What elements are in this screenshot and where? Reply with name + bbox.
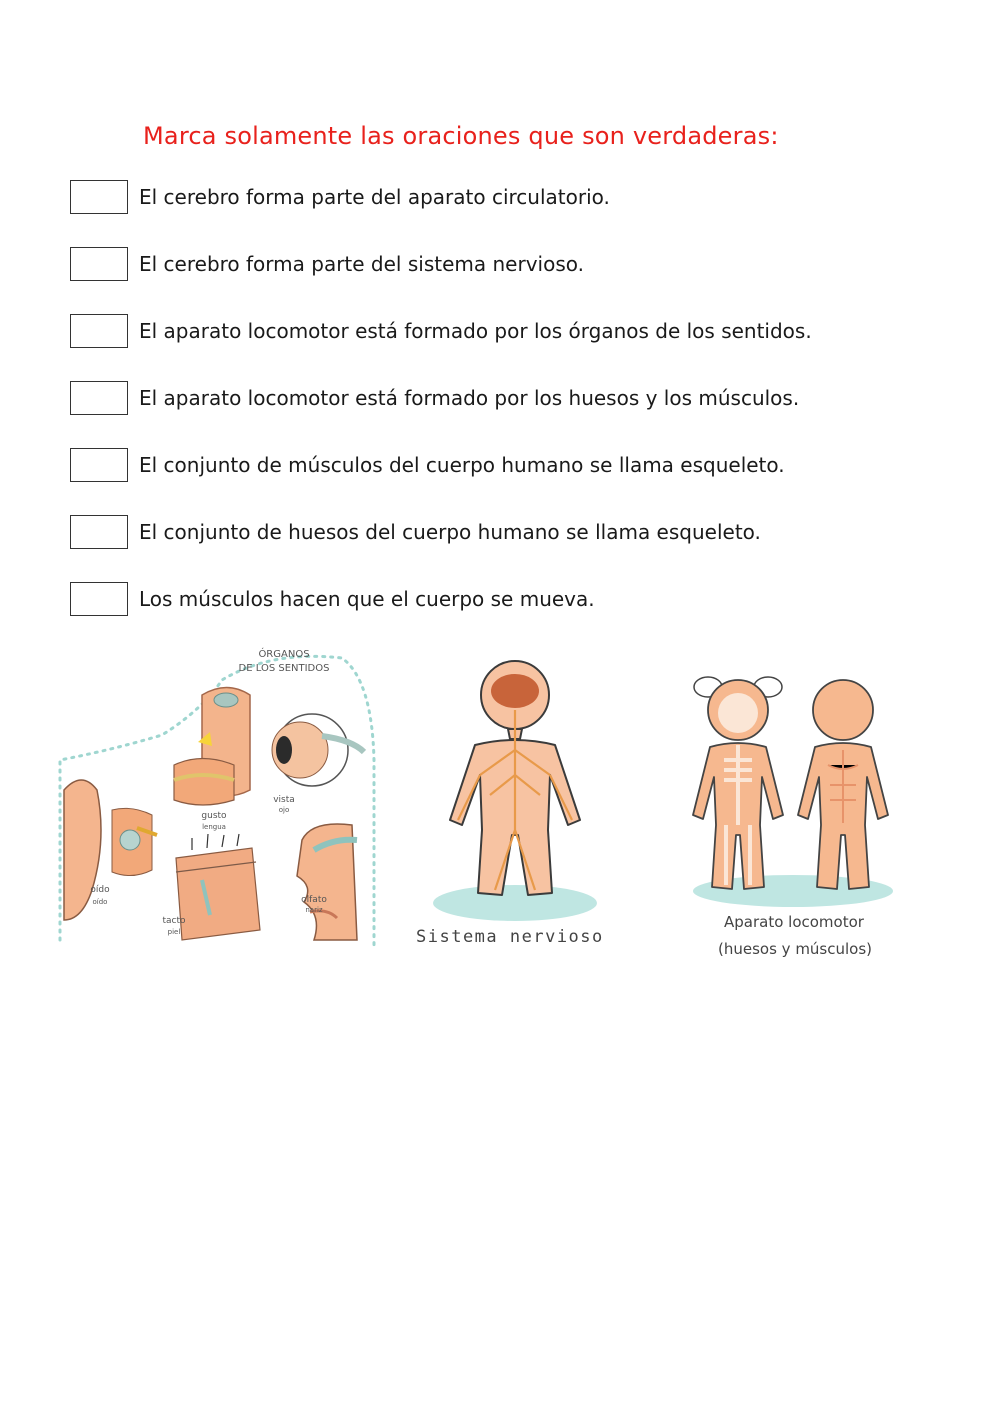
sight-sublabel: ojo bbox=[278, 806, 290, 814]
answer-checkbox[interactable] bbox=[70, 180, 128, 214]
smell-sublabel: nariz bbox=[305, 906, 323, 914]
statement-text: El aparato locomotor está formado por los órganos de los sentidos. bbox=[139, 319, 812, 343]
answer-checkbox[interactable] bbox=[70, 381, 128, 415]
instruction-title: Marca solamente las oraciones que son verdaderas: bbox=[143, 122, 779, 150]
statement-text: El conjunto de huesos del cuerpo humano se llama esqueleto. bbox=[139, 520, 761, 544]
eye-icon bbox=[272, 714, 364, 786]
statement-row bbox=[70, 447, 785, 483]
answer-checkbox[interactable] bbox=[70, 515, 128, 549]
taste-label: gusto bbox=[201, 811, 227, 821]
senses-title-line1: ÓRGANOS bbox=[258, 649, 310, 660]
muscle-figure bbox=[798, 680, 888, 889]
touch-sublabel: piel bbox=[167, 928, 181, 936]
smell-label: olfato bbox=[301, 895, 327, 905]
skin-icon bbox=[176, 834, 260, 940]
statement-row bbox=[70, 581, 595, 617]
statement-text: El conjunto de músculos del cuerpo humano se llama esqueleto. bbox=[139, 453, 785, 477]
answer-checkbox[interactable] bbox=[70, 247, 128, 281]
statement-row bbox=[70, 514, 761, 550]
statement-text: El aparato locomotor está formado por los huesos y los músculos. bbox=[139, 386, 800, 410]
statement-row bbox=[70, 380, 799, 416]
statement-row bbox=[70, 179, 610, 215]
answer-checkbox[interactable] bbox=[70, 314, 128, 348]
nose-icon bbox=[297, 824, 357, 940]
nervous-caption: Sistema nervioso bbox=[416, 927, 604, 947]
skeleton-figure bbox=[693, 677, 783, 889]
nervous-system-illustration bbox=[420, 655, 610, 925]
locomotor-illustration bbox=[688, 665, 898, 915]
taste-sublabel: lengua bbox=[202, 823, 226, 831]
statement-row bbox=[70, 246, 584, 282]
statement-row bbox=[70, 313, 812, 349]
brain-icon bbox=[491, 674, 539, 708]
answer-checkbox[interactable] bbox=[70, 448, 128, 482]
ear-icon bbox=[64, 780, 157, 920]
senses-title-line2: DE LOS SENTIDOS bbox=[238, 663, 330, 674]
locomotor-caption-line2: (huesos y músculos) bbox=[718, 940, 873, 958]
statement-text: El cerebro forma parte del sistema nervioso. bbox=[139, 252, 584, 276]
sight-label: vista bbox=[273, 795, 295, 805]
touch-label: tacto bbox=[162, 916, 186, 926]
locomotor-caption-line1: Aparato locomotor bbox=[724, 913, 864, 931]
statement-text: El cerebro forma parte del aparato circulatorio. bbox=[139, 185, 610, 209]
senses-illustration bbox=[52, 640, 382, 952]
ear-sublabel: oído bbox=[92, 898, 108, 906]
taste-buds-icon bbox=[174, 759, 234, 806]
answer-checkbox[interactable] bbox=[70, 582, 128, 616]
statement-text: Los músculos hacen que el cuerpo se mueva. bbox=[139, 587, 595, 611]
ear-label: oído bbox=[90, 885, 110, 895]
